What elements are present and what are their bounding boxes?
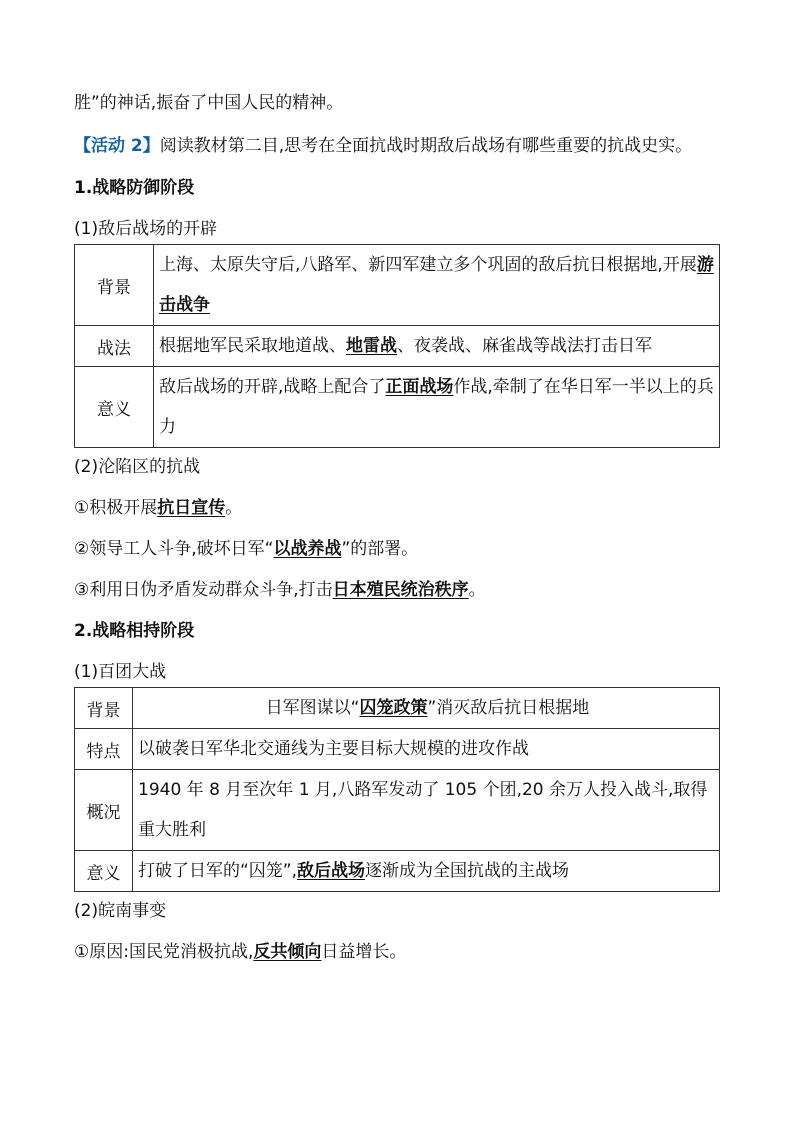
row-content-tactics: 根据地军民采取地道战、地雷战、夜袭战、麻雀战等战法打击日军 (154, 326, 720, 367)
section1-sub1-title: (1)敌后战场的开辟 (74, 219, 218, 239)
list-item: ③利用日伪矛盾发动群众斗争,打击日本殖民统治秩序。 (74, 580, 486, 600)
section2-sub2-title: (2)皖南事变 (74, 901, 167, 921)
key-term: 敌后战场 (297, 861, 366, 881)
row-label-background: 背景 (75, 245, 154, 326)
section1-sub2-title: (2)沦陷区的抗战 (74, 457, 201, 477)
row-content-feature: 以破袭日军华北交通线为主要目标大规模的进攻作战 (133, 729, 720, 770)
table-row (75, 367, 720, 448)
hundred-regiments-table (74, 687, 720, 892)
table-row (75, 326, 720, 367)
key-term: 日本殖民统治秩序 (332, 580, 469, 600)
row-content-background: 日军图谋以“囚笼政策”消灭敌后抗日根据地 (133, 688, 720, 729)
key-term: 正面战场 (385, 377, 454, 397)
row-label-tactics: 战法 (75, 326, 154, 367)
row-content-significance: 敌后战场的开辟,战略上配合了正面战场作战,牵制了在华日军一半以上的兵力 (154, 367, 720, 448)
table-row (75, 688, 720, 729)
row-content-background: 上海、太原失守后,八路军、新四军建立多个巩固的敌后抗日根据地,开展游击战争 (154, 245, 720, 326)
section1-title: 1.战略防御阶段 (74, 178, 195, 198)
key-term: 游击战争 (159, 255, 714, 315)
intro-continuation: 胜”的神话,振奋了中国人民的精神。 (74, 93, 344, 113)
row-content-significance: 打破了日军的“囚笼”,敌后战场逐渐成为全国抗战的主战场 (133, 851, 720, 892)
document-page (74, 92, 720, 982)
row-label-feature: 特点 (75, 729, 133, 770)
row-label-background: 背景 (75, 688, 133, 729)
row-label-significance: 意义 (75, 851, 133, 892)
key-term: 地雷战 (346, 336, 397, 356)
key-term: 抗日宣传 (157, 498, 226, 518)
key-term: 以战养战 (273, 539, 342, 559)
list-item: ②领导工人斗争,破坏日军“以战养战”的部署。 (74, 539, 419, 559)
section2-sub1-title: (1)百团大战 (74, 662, 167, 682)
table-row (75, 729, 720, 770)
table-row (75, 245, 720, 326)
list-item: ①原因:国民党消极抗战,反共倾向日益增长。 (74, 942, 407, 962)
activity-paragraph (74, 125, 720, 167)
activity-text: 阅读教材第二目,思考在全面抗战时期敌后战场有哪些重要的抗战史实。 (159, 136, 693, 156)
row-content-overview: 1940 年 8 月至次年 1 月,八路军发动了 105 个团,20 余万人投入战斗,取得重大胜利 (133, 770, 720, 851)
row-label-significance: 意义 (75, 367, 154, 448)
section2-title: 2.战略相持阶段 (74, 621, 195, 641)
key-term: 囚笼政策 (359, 698, 428, 718)
key-term: 反共倾向 (253, 942, 322, 962)
table-row (75, 770, 720, 851)
activity-tag: 【活动 2】 (74, 136, 160, 156)
list-item: ①积极开展抗日宣传。 (74, 498, 243, 518)
row-label-overview: 概况 (75, 770, 133, 851)
rear-battlefield-table (74, 244, 720, 448)
table-row (75, 851, 720, 892)
